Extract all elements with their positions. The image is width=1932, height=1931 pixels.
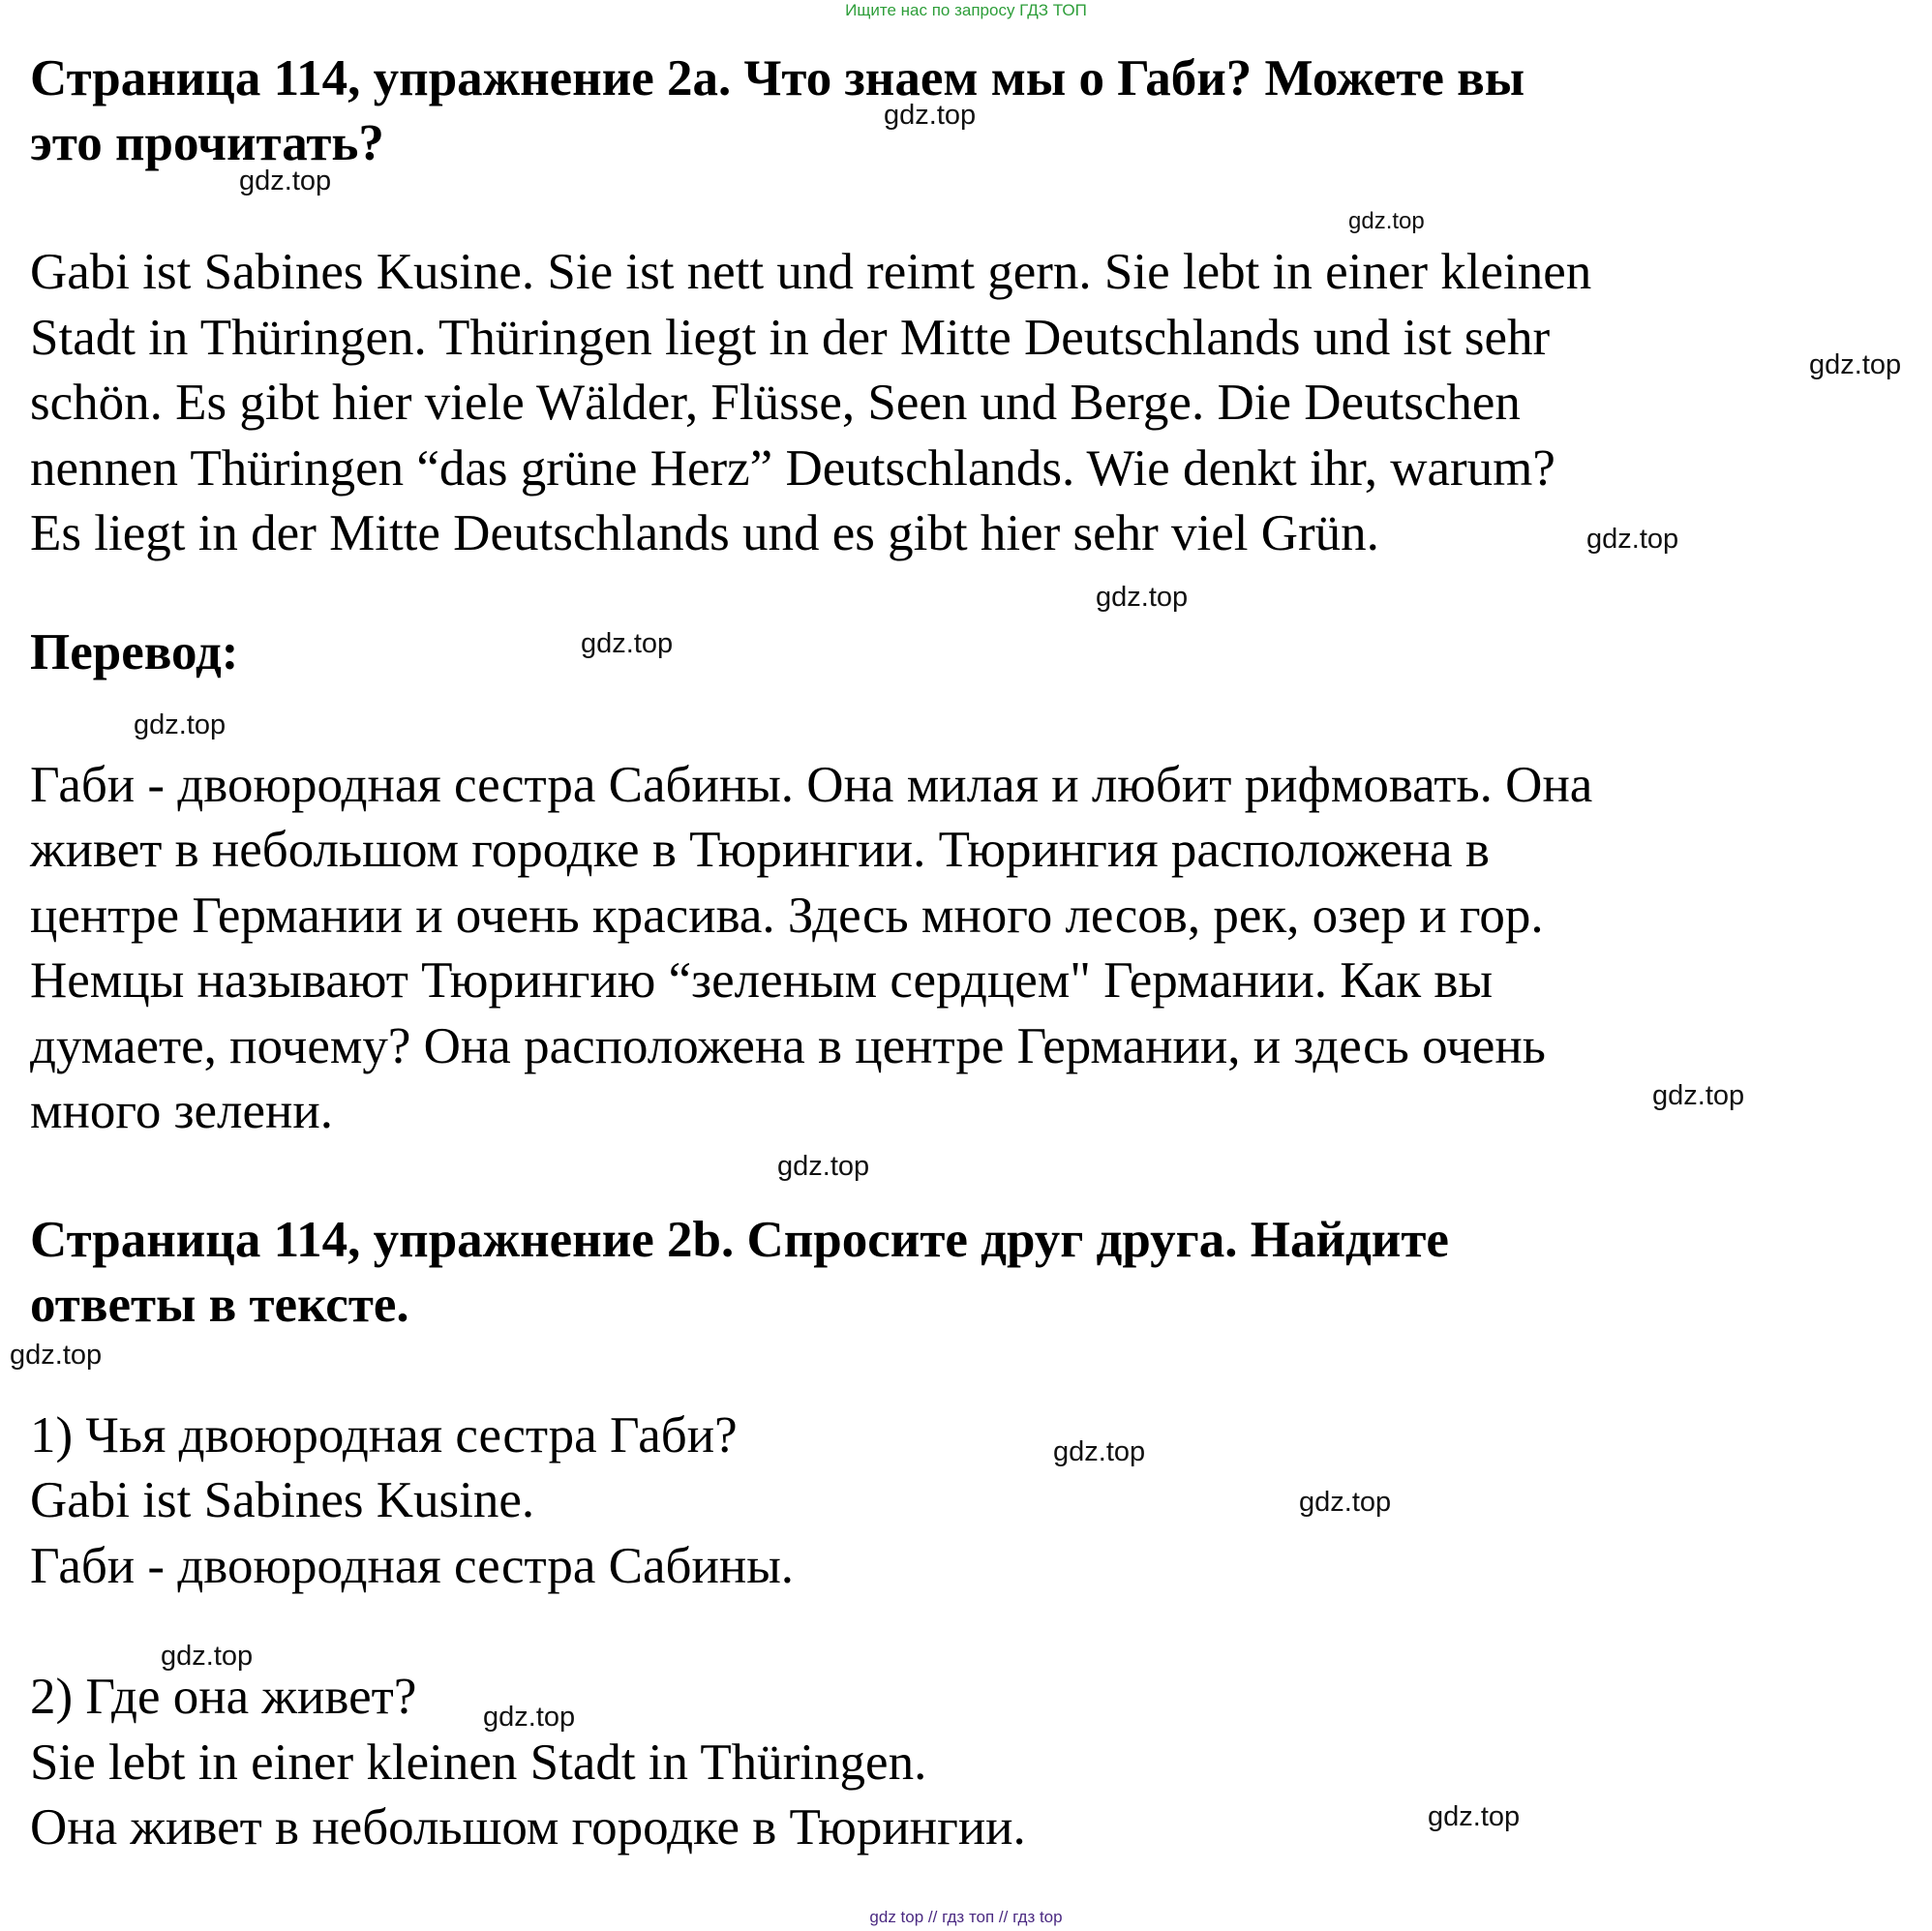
text-line: думаете, почему? Она расположена в центре Германии, и здесь очень — [30, 1017, 1546, 1074]
text-line: nennen Thüringen “das grüne Herz” Deutschlands. Wie denkt ihr, warum? — [30, 439, 1555, 497]
text-line: Stadt in Thüringen. Thüringen liegt in der Mitte Deutschlands und ist sehr — [30, 309, 1551, 366]
watermark: gdz.top — [483, 1702, 576, 1733]
text-line: Немцы называют Тюрингию “зеленым сердцем" Германии. Как вы — [30, 952, 1494, 1009]
text-line: Габи - двоюродная сестра Сабины. Она милая и любит рифмовать. Она — [30, 756, 1593, 813]
watermark: gdz.top — [1299, 1487, 1392, 1518]
watermark: gdz.top — [581, 628, 674, 659]
text-line: Gabi ist Sabines Kusine. Sie ist nett und reimt gern. Sie lebt in einer kleinen — [30, 244, 1592, 300]
footer-watermark: gdz top // гдз топ // гдз top — [869, 1908, 1063, 1926]
answer-german: Sie lebt in einer kleinen Stadt in Thüringen. — [30, 1734, 927, 1791]
heading-line: это прочитать? — [30, 115, 384, 171]
search-banner: Ищите нас по запросу ГДЗ ТОП — [845, 1, 1087, 19]
watermark: gdz.top — [1096, 582, 1189, 613]
text-line: центре Германии и очень красива. Здесь много лесов, рек, озер и гор. — [30, 887, 1544, 944]
answer-german: Gabi ist Sabines Kusine. — [30, 1472, 535, 1528]
watermark: gdz.top — [1652, 1080, 1745, 1111]
heading-line: Страница 114, упражнение 2b. Спросите друг друга. Найдите — [30, 1211, 1449, 1268]
text-line: Es liegt in der Mitte Deutschlands und es gibt hier sehr viel Grün. — [30, 505, 1379, 561]
watermark: gdz.top — [161, 1641, 254, 1672]
qa-item — [30, 1403, 1772, 1600]
heading-line: Страница 114, упражнение 2a. Что знаем мы о Габи? Можете вы — [30, 50, 1525, 106]
text-line: schön. Es gibt hier viele Wälder, Flüsse, Seen und Berge. Die Deutschen — [30, 375, 1521, 431]
watermark: gdz.top — [1428, 1801, 1521, 1832]
translation-heading: Перевод: — [30, 623, 239, 680]
text-line: живет в небольшом городке в Тюрингии. Тюрингия расположена в — [30, 822, 1490, 878]
watermark: gdz.top — [10, 1340, 103, 1371]
text-line: много зелени. — [30, 1083, 333, 1139]
watermark: gdz.top — [1809, 349, 1902, 380]
russian-translation — [30, 753, 1772, 1145]
german-text — [30, 240, 1772, 567]
document-body — [30, 39, 1772, 1861]
question: 2) Где она живет? — [30, 1669, 417, 1725]
watermark: gdz.top — [1053, 1436, 1146, 1467]
question: 1) Чья двоюродная сестра Габи? — [30, 1406, 738, 1463]
watermark: gdz.top — [1348, 208, 1425, 234]
answer-russian: Она живет в небольшом городке в Тюрингии. — [30, 1799, 1026, 1856]
watermark: gdz.top — [239, 166, 332, 196]
watermark: gdz.top — [884, 100, 977, 131]
watermark: gdz.top — [1586, 524, 1679, 555]
watermark: gdz.top — [777, 1151, 870, 1182]
answer-russian: Габи - двоюродная сестра Сабины. — [30, 1537, 795, 1594]
watermark: gdz.top — [134, 709, 226, 740]
heading-line: ответы в тексте. — [30, 1276, 409, 1333]
section2-heading — [30, 1208, 1772, 1338]
